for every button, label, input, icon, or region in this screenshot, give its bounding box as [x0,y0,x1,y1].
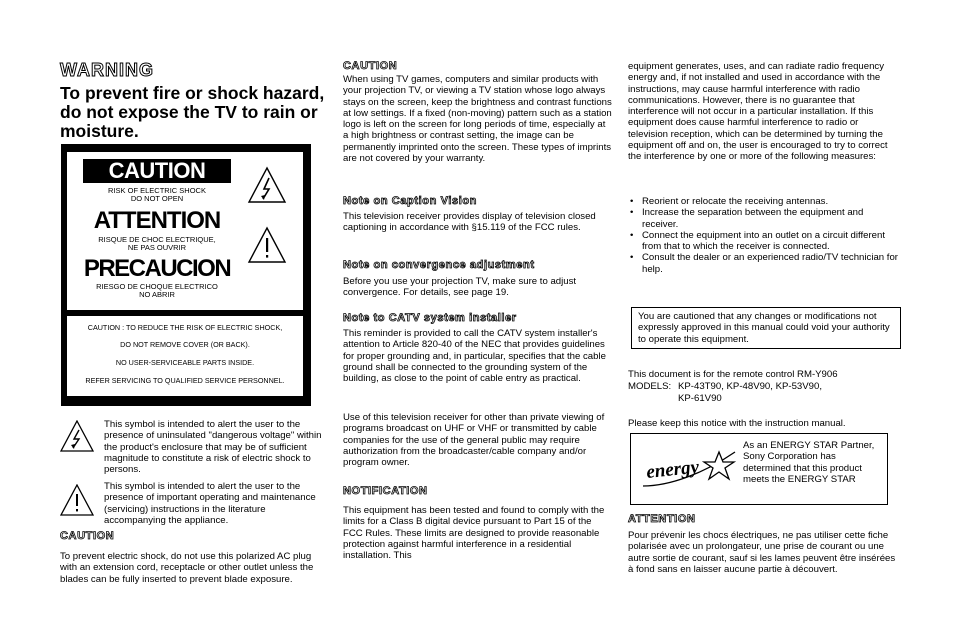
models-line-2: KP-61V90 [678,393,722,404]
exclamation-triangle-icon [247,226,287,264]
convergence-text: Before you use your projection TV, make sure to adjust convergence. For details, see page 19. [343,276,577,299]
fcc-intro-text: equipment generates, uses, and can radiate radio frequency energy and, if not installed and used in accordance with the instructions, may cause harmful interference with radio communications. However, there is no guarantee that interference will not occur in a particular installation. If this equipment does cause harmful interference to radio or television reception, which can be determined by turning the equipment off and on, the user is encouraged to try to correct the interference by one or more of the following measures: [628,61,888,163]
attention-title: ATTENTION [93,207,221,234]
list-item: • Consult the dealer or an experienced radio/TV technician for help. [628,252,900,275]
service-line-1: CAUTION : TO REDUCE THE RISK OF ELECTRIC SHOCK, [87,323,283,332]
caution-sub1: RISK OF ELECTRIC SHOCK [108,186,206,195]
modification-notice-box [631,307,901,349]
modification-notice-text: You are cautioned that any changes or modifications not expressly approved in this manual could void your authority to operate this equipment. [638,311,890,345]
lightning-triangle-icon [60,420,94,452]
service-line-4: REFER SERVICING TO QUALIFIED SERVICE PERSONNEL. [85,376,285,385]
private-viewing-text: Use of this television receiver for other than private viewing of programs broadcast on UHF or VHF or transmitted by cable companies for the use of the general public may require authorization from the broadcaster/cable company and/or program owner. [343,412,605,469]
measures-list [628,196,900,275]
precaucion-sub2: NO ABRIR [139,290,175,299]
headline: To prevent fire or shock hazard, do not expose the TV to rain or moisture. [60,83,325,141]
exclamation-triangle-icon [60,484,94,516]
list-item: • Increase the separation between the equipment and receiver. [628,207,900,230]
energy-star-logo-icon [639,446,739,492]
precaucion-sub1: RIESGO DE CHOQUE ELECTRICO [96,282,218,291]
caution-heading-col2: CAUTION [343,60,398,72]
notification-heading: NOTIFICATION [343,485,428,497]
service-line-2: DO NOT REMOVE COVER (OR BACK). [120,340,250,349]
attention-text: Pour prévenir les chocs électriques, ne pas utiliser cette fiche polarisée avec un prolongateur, une prise de courant ou une autre sortie de courant, sauf si les lames peuvent être insérées à fond sans en laisser aucune partie à découvert. [628,530,896,575]
models-line-1: KP-43T90, KP-48V90, KP-53V90, [678,381,822,392]
svg-text:energy: energy [645,456,700,483]
caution-text-col2: When using TV games, computers and similar products with your projection TV, or viewing a TV station whose logo always stays on the screen, keep the brightness and contrast functions at low settings. If a fixed (non-moving) pattern such as a station logo is left on the screen for long periods of time, especially at a high brightness or contrast setting, the image can be permanently imprinted onto the screen. These types of imprints are not covered by your warranty. [343,74,612,165]
caution-sub2: DO NOT OPEN [130,194,184,203]
catv-heading: Note to CATV system installer [343,312,517,324]
convergence-heading: Note on convergence adjustment [343,259,535,271]
energy-star-text: As an ENERGY STAR Partner, Sony Corporation has determined that this product meets the ENERGY STAR [743,440,875,485]
caption-vision-text: This television receiver provides display of television closed captioning in accordance with §15.119 of the FCC rules. [343,211,596,234]
caution-heading-col1: CAUTION [60,530,115,542]
caution-text-col1: To prevent electric shock, do not use this polarized AC plug with an extension cord, receptacle or other outlet unless the blades can be fully inserted to prevent blade exposure. [60,551,314,585]
caution-banner: CAUTION [83,159,231,183]
warning-title: WARNING [60,60,154,80]
warning-label [67,152,303,310]
keep-notice-text: Please keep this notice with the instruction manual. [628,418,846,429]
lightning-triangle-icon [247,166,287,204]
list-item: • Connect the equipment into an outlet on a circuit different from that to which the receiver is connected. [628,230,900,253]
symbol2-text: This symbol is intended to alert the user to the presence of important operating and maintenance (servicing) instructions in the literature accompanying the appliance. [104,481,316,526]
attention-sub1: RISQUE DE CHOC ELECTRIQUE, [98,235,216,244]
symbol1-text: This symbol is intended to alert the user to the presence of uninsulated "dangerous voltage" within the product's enclosure that may be of sufficient magnitude to constitute a risk of electric shock to persons. [104,419,322,476]
attention-heading: ATTENTION [628,513,696,525]
caption-vision-heading: Note on Caption Vision [343,195,477,207]
models-label: MODELS: [628,381,672,392]
service-warning [67,316,303,396]
attention-sub2: NE PAS OUVRIR [127,243,187,252]
energy-star-box [630,433,888,505]
precaucion-title: PRECAUCION [83,255,231,282]
notification-text: This equipment has been tested and found to comply with the limits for a Class B digital device pursuant to Part 15 of the FCC Rules. These limits are designed to provide reasonable protection against harmful interference in a residential installation. This [343,505,605,562]
list-item: • Reorient or relocate the receiving antennas. [628,196,900,207]
caution-label-panel [61,144,311,406]
catv-text: This reminder is provided to call the CATV system installer's attention to Article 820-40 of the NEC that provides guidelines for proper grounding and, in particular, specifies that the cable ground shall be connected to the grounding system of the building, as close to the point of cable entry as practical. [343,328,606,385]
service-line-3: NO USER-SERVICEABLE PARTS INSIDE. [115,358,255,367]
remote-control-text: This document is for the remote control RM-Y906 [628,369,838,380]
